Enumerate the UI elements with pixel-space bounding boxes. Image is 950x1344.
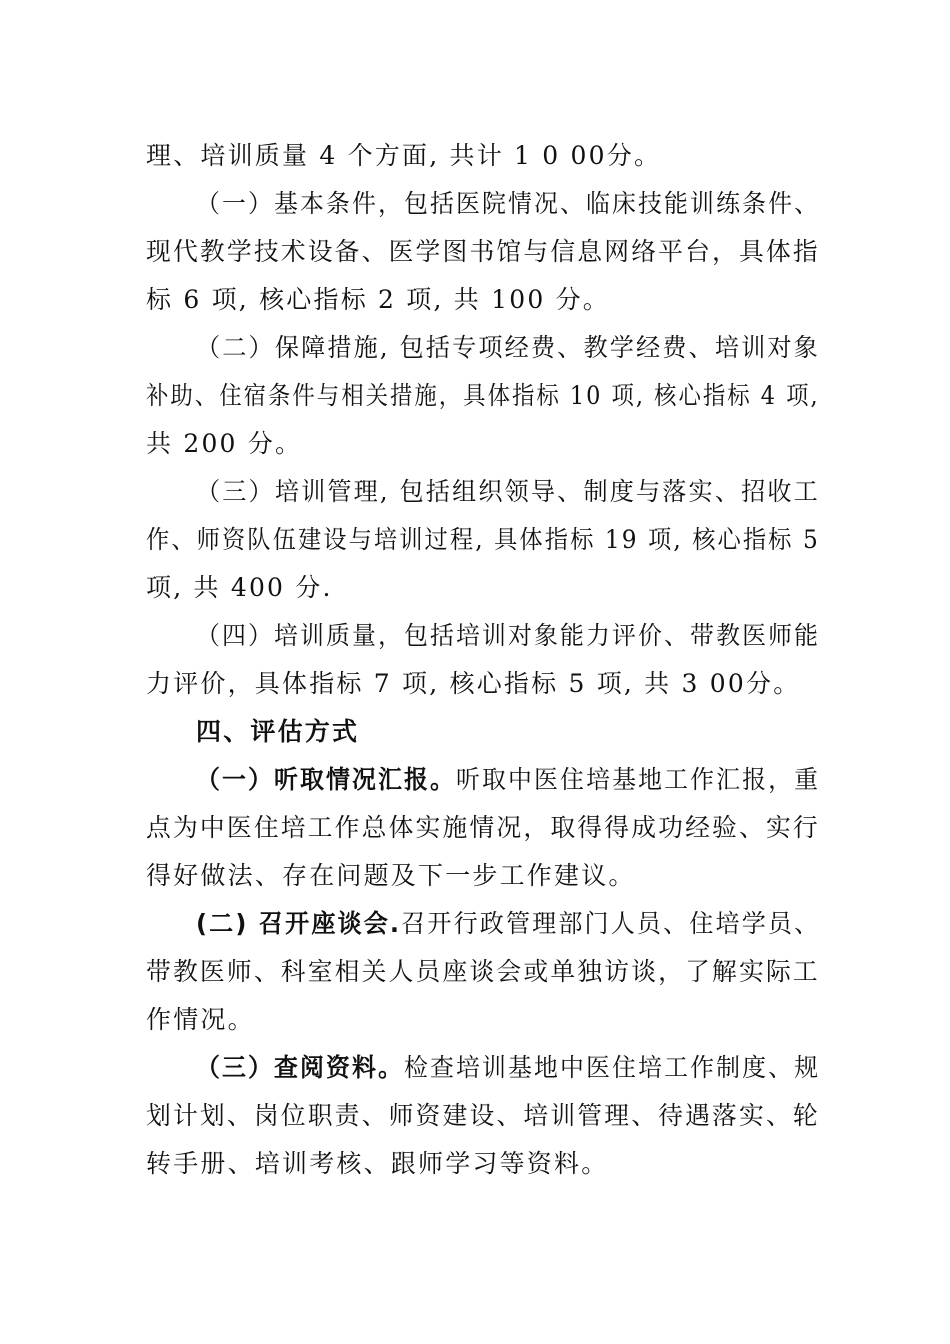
paragraph-line: 作、师资队伍建设与培训过程, 具体指标 19 项, 核心指标 5 — [146, 525, 820, 554]
item-2-title: (二) 召开座谈会. — [196, 909, 402, 938]
item-3-line — [196, 1051, 820, 1085]
paragraph-line: 转手册、培训考核、跟师学习等资料。 — [146, 1149, 609, 1178]
paragraph-line: 作情况。 — [146, 1005, 255, 1034]
item-1-line — [196, 763, 820, 797]
item-2-line — [196, 907, 820, 941]
paragraph-line: 带教医师、科室相关人员座谈会或单独访谈，了解实际工 — [146, 957, 820, 986]
paragraph-line: 得好做法、存在问题及下一步工作建议。 — [146, 861, 636, 890]
paragraph-line: （二）保障措施, 包括专项经费、教学经费、培训对象 — [196, 333, 820, 362]
paragraph-line: 标 6 项, 核心指标 2 项, 共 100 分。 — [146, 285, 610, 314]
item-1-text: 听取中医住培基地工作汇报， — [456, 765, 795, 794]
item-1-text-end: 重 — [794, 765, 821, 794]
paragraph-line: 点为中医住培工作总体实施情况，取得得成功经验、实行 — [146, 813, 820, 842]
paragraph-line: 共 200 分。 — [146, 429, 303, 458]
item-1-title: （一）听取情况汇报。 — [196, 765, 457, 794]
paragraph-line: 划计划、岗位职责、师资建设、培训管理、待遇落实、轮 — [146, 1101, 820, 1130]
item-3-title: （三）查阅资料。 — [196, 1053, 405, 1082]
paragraph-line: 补助、住宿条件与相关措施，具体指标 10 项, 核心指标 4 项, — [146, 381, 820, 410]
paragraph-line: （三）培训管理, 包括组织领导、制度与落实、招收工 — [196, 477, 820, 506]
paragraph-line: 力评价，具体指标 7 项, 核心指标 5 项, 共 3 00分。 — [146, 669, 801, 698]
item-3-text: 检查培训基地中医住培工作制度、规 — [404, 1053, 821, 1082]
paragraph-line: （四）培训质量，包括培训对象能力评价、带教医师能 — [196, 621, 821, 650]
section-heading: 四、评估方式 — [196, 717, 360, 746]
paragraph-line: 现代教学技术设备、医学图书馆与信息网络平台，具体指 — [146, 237, 820, 266]
item-2-text: 召开行政管理部门人员、住培学员、 — [401, 909, 821, 938]
paragraph-line: 项, 共 400 分. — [146, 573, 333, 602]
paragraph-line: 理、培训质量 4 个方面, 共计 1 0 00分。 — [146, 141, 662, 170]
paragraph-line: （一）基本条件，包括医院情况、临床技能训练条件、 — [196, 189, 821, 218]
